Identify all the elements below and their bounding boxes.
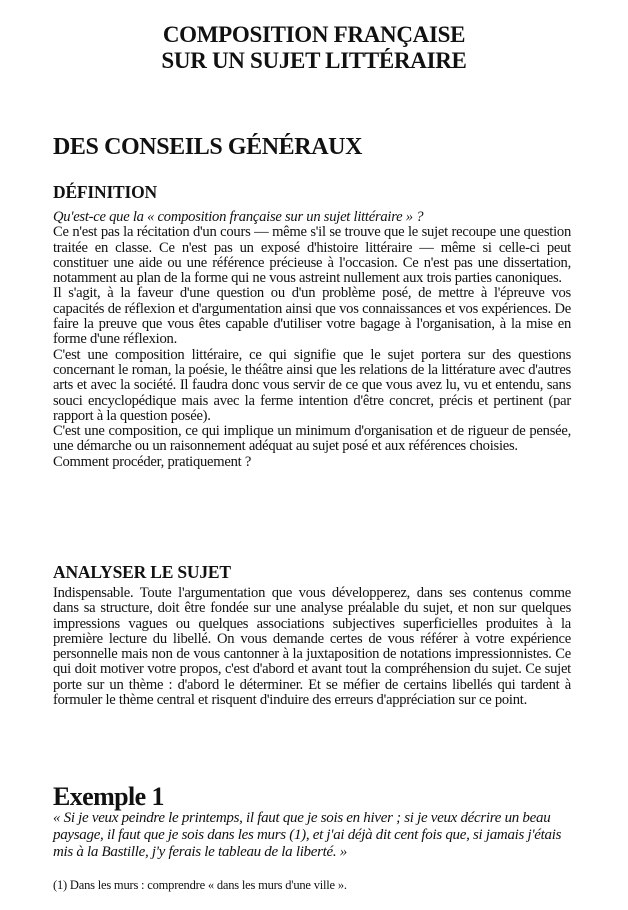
definition-body — [53, 210, 571, 470]
example-heading: Exemple 1 — [53, 782, 164, 811]
definition-question: Qu'est-ce que la « composition française sur un sujet littéraire » ? — [53, 209, 424, 225]
definition-paragraph: C'est une composition, ce qui implique un minimum d'organisation et de rigueur de pensée, une démarche ou un raisonnement adéquat au sujet posé et aux références choisies. — [53, 423, 571, 455]
analyse-paragraph: Indispensable. Toute l'argumentation que vous développerez, dans ses contenus comme dans sa structure, doit être fondée sur une analyse préalable du sujet, et non sur quelques impressions vagues ou quelques associations subjectives superficielles produites à la première lecture du libellé. On vous demande certes de vous référer à votre expérience personnelle mais non de vous cantonner à la juxtaposition de notations impressionnistes. Ce qui doit motiver votre propos, c'est d'abord et avant tout la compréhension du sujet. Ce sujet porte sur un thème : d'abord le déterminer. Et se méfier de certains libellés qui tardent à formuler le thème central et risquent d'induire des erreurs d'appréciation sur ce point. — [53, 585, 571, 709]
footnote: (1) Dans les murs : comprendre « dans les murs d'une ville ». — [53, 878, 347, 892]
analyse-heading: ANALYSER LE SUJET — [53, 562, 231, 582]
definition-paragraph: Il s'agit, à la faveur d'une question ou d'un problème posé, de mettre à l'épreuve vos capacités de réflexion et d'argumentation ainsi que vos connaissances et vos expériences. De faire la preuve que vous êtes capable d'utiliser votre bagage à l'organisation, à la mise en forme d'une réflexion. — [53, 285, 571, 348]
definition-heading: DÉFINITION — [53, 182, 157, 202]
analyse-body — [53, 586, 571, 708]
definition-paragraph: Ce n'est pas la récitation d'un cours — même s'il se trouve que le sujet recoupe une question traitée en classe. Ce n'est pas un exposé d'histoire littéraire — même si celle-ci peut constituer une aide ou une référence précieuse à l'occasion. Ce n'est pas une dissertation, notamment au plan de la forme qui ne vous astreint nullement aux trois parties canoniques. — [53, 224, 571, 287]
definition-paragraph: Comment procéder, pratiquement ? — [53, 453, 252, 470]
example-quote: « Si je veux peindre le printemps, il faut que je sois en hiver ; si je veux décrire un beau paysage, il faut que je sois dans les murs (1), et j'ai déjà dit cent fois que, si jamais j'étais mis à la Bastille, j'y ferais le tableau de la liberté. » — [53, 810, 562, 860]
page-title — [0, 22, 628, 74]
title-line-2: SUR UN SUJET LITTÉRAIRE — [161, 48, 467, 73]
definition-paragraph: C'est une composition littéraire, ce qui signifie que le sujet portera sur des questions concernant le roman, la poésie, le théâtre ainsi que les relations de la littérature avec d'autres arts et avec la société. Il faudra donc vous servir de ce que vous avez lu, vu et entendu, sans souci encyclopédique mais avec la ferme intention d'être concret, précis et pertinent (par rapport à la question posée). — [53, 346, 571, 424]
section-heading: DES CONSEILS GÉNÉRAUX — [53, 134, 363, 160]
title-line-1: COMPOSITION FRANÇAISE — [162, 22, 466, 47]
